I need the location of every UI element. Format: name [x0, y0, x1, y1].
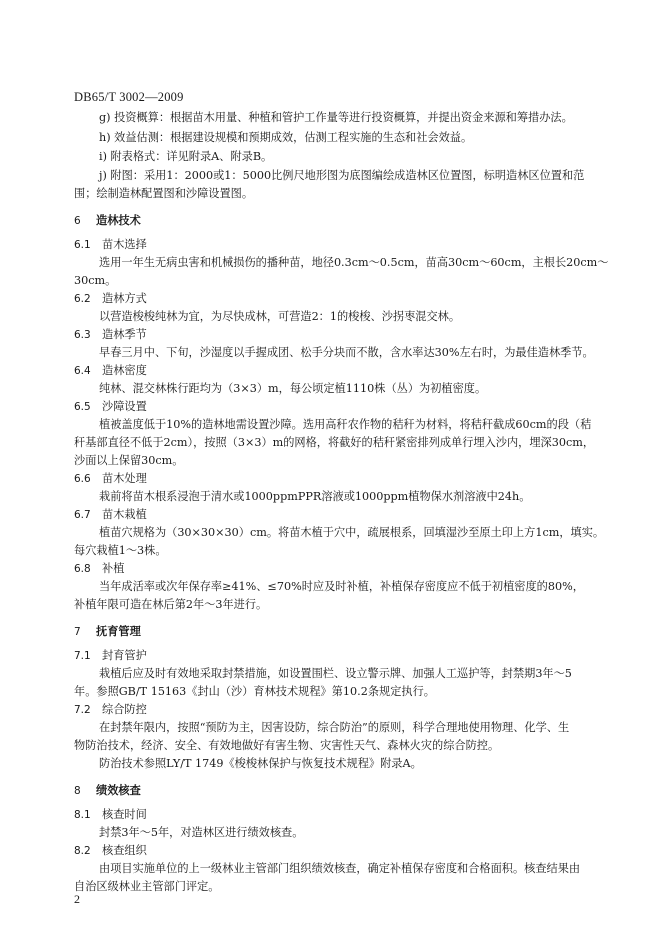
subsection-title: 综合防控	[102, 703, 147, 716]
paragraph: 每穴栽植1～3株。	[74, 544, 167, 557]
subsection-title: 沙障设置	[102, 400, 147, 413]
subsection-number: 7.1	[74, 650, 91, 662]
item-j-line2: 围；绘制造林配置图和沙障设置图。	[74, 187, 254, 200]
subsection-title: 苗木栽植	[102, 508, 147, 521]
subsection-title: 封育管护	[102, 649, 147, 662]
subsection-8-2-heading	[74, 844, 604, 858]
subsection-6-5-heading	[74, 400, 604, 414]
section-number: 7	[74, 626, 81, 638]
subsection-number: 6.5	[74, 401, 91, 413]
subsection-title: 造林密度	[102, 364, 147, 377]
item-i: i) 附表格式：详见附录A、附录B。	[99, 150, 273, 163]
paragraph: 当年成活率或次年保存率≥41%、≤70%时应及时补植，补植保存密度应不低于初植密度的80%，	[99, 580, 584, 593]
section-8-heading	[74, 784, 604, 798]
paragraph: 植苗穴规格为（30×30×30）cm。将苗木植于穴中，疏展根系，回填湿沙至原土印上方1cm，填实。	[99, 526, 605, 539]
paragraph: 30cm。	[74, 274, 117, 287]
subsection-title: 核查组织	[102, 844, 147, 857]
paragraph: 物防治技术，经济、安全、有效地做好有害生物、灾害性天气、森林火灾的综合防控。	[74, 739, 500, 752]
paragraph: 封禁3年～5年，对造林区进行绩效核查。	[99, 826, 304, 839]
subsection-6-3-heading	[74, 328, 604, 342]
paragraph: 栽前将苗木根系浸泡于清水或1000ppmPPR溶液或1000ppm植物保水剂溶液中24h。	[99, 490, 531, 503]
subsection-8-1-heading	[74, 808, 604, 822]
section-title: 绩效核查	[96, 784, 141, 797]
paragraph: 纯林、混交林株行距均为（3×3）m，每公顷定植1110株（丛）为初植密度。	[99, 382, 487, 395]
paragraph: 由项目实施单位的上一级林业主管部门组织绩效核查，确定补植保存密度和合格面积。核查结果由	[99, 862, 581, 875]
paragraph: 早春三月中、下旬，沙湿度以手握成团、松手分块而不散，含水率达30%左右时，为最佳造林季节。	[99, 346, 594, 359]
subsection-number: 6.6	[74, 473, 91, 485]
subsection-6-6-heading	[74, 472, 604, 486]
subsection-6-4-heading	[74, 364, 604, 378]
subsection-title: 苗木选择	[102, 238, 147, 251]
subsection-number: 8.1	[74, 809, 91, 821]
subsection-number: 6.3	[74, 329, 91, 341]
subsection-6-7-heading	[74, 508, 604, 522]
subsection-title: 造林季节	[102, 328, 147, 341]
paragraph: 选用一年生无病虫害和机械损伤的播种苗，地径0.3cm～0.5cm，苗高30cm～60cm，主根长20cm～	[99, 256, 609, 269]
subsection-title: 核查时间	[102, 808, 147, 821]
subsection-number: 6.8	[74, 563, 91, 575]
subsection-number: 6.7	[74, 509, 91, 521]
subsection-number: 8.2	[74, 845, 91, 857]
item-g: g) 投资概算：根据苗木用量、种植和管护工作量等进行投资概算，并提出资金来源和筹措办法。	[99, 111, 573, 124]
standard-code-header: DB65/T 3002—2009	[74, 90, 184, 104]
subsection-title: 苗木处理	[102, 472, 147, 485]
paragraph: 栽植后应及时有效地采取封禁措施，如设置围栏、设立警示牌、加强人工巡护等，封禁期3年～5	[99, 667, 572, 680]
paragraph: 年。参照GB/T 15163《封山（沙）育林技术规程》第10.2条规定执行。	[74, 685, 435, 698]
subsection-title: 补植	[102, 562, 125, 575]
subsection-6-8-heading	[74, 562, 604, 576]
item-j-line1: j) 附图：采用1：2000或1：5000比例尺地形图为底图编绘成造林区位置图，标明造林区位置和范	[99, 169, 585, 182]
paragraph: 防治技术参照LY/T 1749《梭梭林保护与恢复技术规程》附录A。	[99, 757, 422, 770]
subsection-title: 造林方式	[102, 292, 147, 305]
subsection-number: 6.4	[74, 365, 91, 377]
subsection-number: 6.1	[74, 239, 91, 251]
subsection-6-2-heading	[74, 292, 604, 306]
section-6-heading	[74, 214, 604, 228]
subsection-7-2-heading	[74, 703, 604, 717]
paragraph: 在封禁年限内，按照“预防为主，因害设防，综合防治”的原则，科学合理地使用物理、化学、生	[99, 721, 570, 734]
paragraph: 沙面以上保留30cm。	[74, 454, 184, 467]
section-number: 8	[74, 785, 81, 797]
paragraph: 补植年限可造在林后第2年～3年进行。	[74, 598, 268, 611]
paragraph: 植被盖度低于10%的造林地需设置沙障。选用高秆农作物的秸秆为材料，将秸秆截成60cm的段（秸	[99, 418, 592, 431]
subsection-number: 7.2	[74, 704, 91, 716]
section-title: 抚育管理	[96, 625, 141, 638]
subsection-number: 6.2	[74, 293, 91, 305]
subsection-6-1-heading	[74, 238, 604, 252]
section-7-heading	[74, 625, 604, 639]
paragraph: 秆基部直径不低于2cm），按照（3×3）m的网格，将截好的秸秆紧密排列成单行埋入沙内，埋深30cm，	[74, 436, 595, 449]
page-number: 2	[74, 892, 80, 906]
section-number: 6	[74, 215, 81, 227]
paragraph: 自治区级林业主管部门评定。	[74, 880, 220, 893]
subsection-7-1-heading	[74, 649, 604, 663]
item-h: h) 效益估测：根据建设规模和预期成效，估测工程实施的生态和社会效益。	[99, 131, 473, 144]
paragraph: 以营造梭梭纯林为宜，为尽快成林，可营造2：1的梭梭、沙拐枣混交林。	[99, 310, 461, 323]
section-title: 造林技术	[96, 214, 141, 227]
